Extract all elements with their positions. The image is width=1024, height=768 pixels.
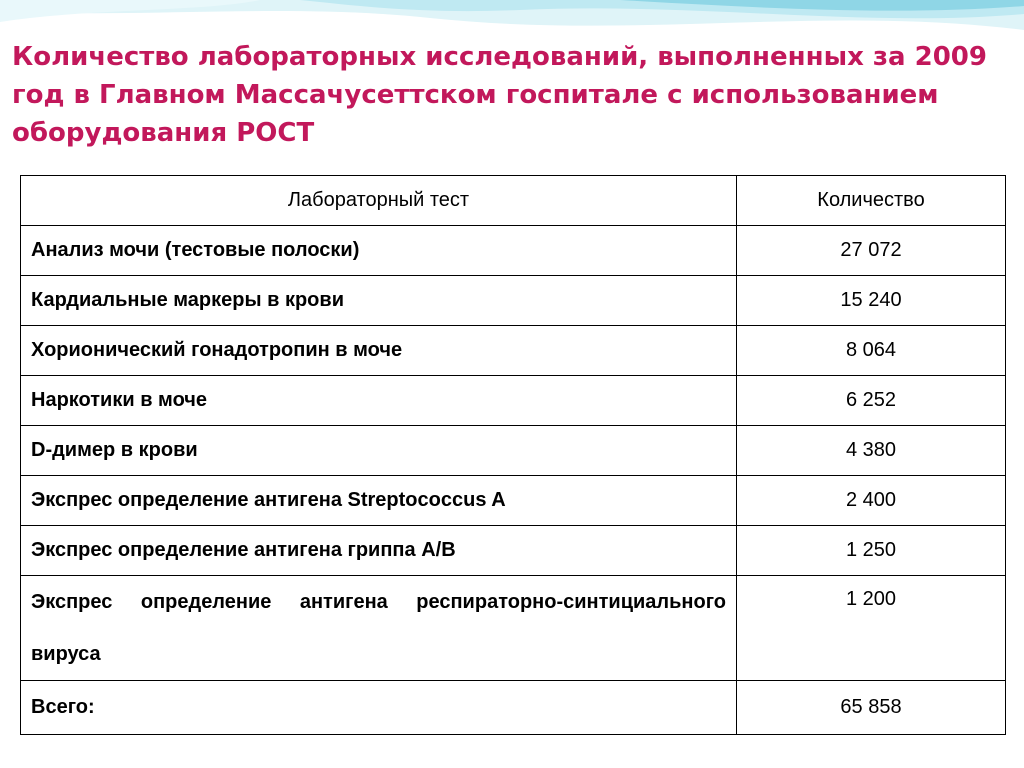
test-name: Экспрес определение антигена гриппа А/В xyxy=(21,526,737,576)
header-test: Лабораторный тест xyxy=(21,176,737,226)
test-count: 15 240 xyxy=(737,276,1006,326)
test-count: 1 200 xyxy=(737,576,1006,681)
table-row xyxy=(21,376,1006,426)
lab-tests-table xyxy=(20,175,1006,735)
table-row xyxy=(21,276,1006,326)
test-name: Наркотики в моче xyxy=(21,376,737,426)
test-name: D-димер в крови xyxy=(21,426,737,476)
table-row xyxy=(21,576,1006,681)
test-count: 1 250 xyxy=(737,526,1006,576)
test-count: 4 380 xyxy=(737,426,1006,476)
test-count: 6 252 xyxy=(737,376,1006,426)
table-header-row xyxy=(21,176,1006,226)
slide-title: Количество лабораторных исследований, выполненных за 2009 год в Главном Массачусеттском госпитале с использованием оборудования РОСТ xyxy=(12,42,987,148)
test-name: Экспрес определение антигена респираторно-синтициального вируса xyxy=(21,576,737,681)
test-name: Анализ мочи (тестовые полоски) xyxy=(21,226,737,276)
test-count: 27 072 xyxy=(737,226,1006,276)
test-name: Хорионический гонадотропин в моче xyxy=(21,326,737,376)
table-total-row xyxy=(21,681,1006,735)
total-label: Всего: xyxy=(21,681,737,735)
table-row xyxy=(21,526,1006,576)
total-count: 65 858 xyxy=(737,681,1006,735)
test-name: Кардиальные маркеры в крови xyxy=(21,276,737,326)
test-count: 8 064 xyxy=(737,326,1006,376)
header-count: Количество xyxy=(737,176,1006,226)
test-name: Экспрес определение антигена Streptococcus A xyxy=(21,476,737,526)
test-count: 2 400 xyxy=(737,476,1006,526)
table-row xyxy=(21,226,1006,276)
table-row xyxy=(21,426,1006,476)
table-row xyxy=(21,326,1006,376)
table-row xyxy=(21,476,1006,526)
